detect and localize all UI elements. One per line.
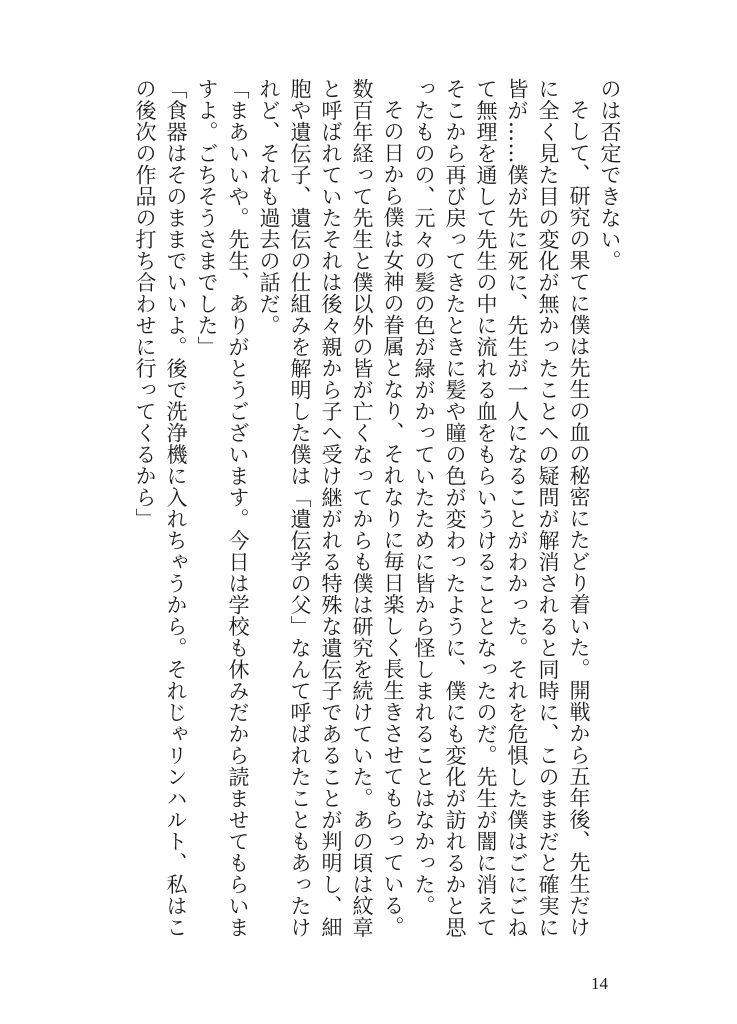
- paragraph-4-dialogue: 「まあいいや。先生、ありがとうございます。今日は学校も休みだから読ませてもらいますよ。ごちそうさまでした」: [195, 78, 250, 938]
- paragraph-1: のは否定できない。: [598, 78, 622, 272]
- paragraph-3: その日から僕は女神の眷属となり、それなりに毎日楽しく長生きさせてもらっている。数百年経って先生と僕以外の皆が亡くなってからも僕は研究を続けていた。あの頃は紋章と呼ばれていたそれは後々親から子へ受け継がれる特殊な遺伝子であることが判明し、細胞や遺伝子、遺伝の仕組みを解明した僕は「遺伝学の父」なんて呼ばれたこともあったけれど、それも過去の話だ。: [257, 78, 405, 938]
- vertical-text-block: [105, 78, 625, 948]
- page-number: 14: [591, 974, 608, 993]
- paragraph-5-dialogue: 「食器はそのままでいいよ。後で洗浄機に入れちゃうから。それじゃリンハルト、私はこの後次の作品の打ち合わせに行ってくるから」: [133, 78, 188, 938]
- paragraph-2: そして、研究の果てに僕は先生の血の秘密にたどり着いた。開戦から五年後、先生だけに全く見た目の変化が無かったことへの疑問が解消されると同時に、このままだと確実に皆が……僕が先に死に、先生が一人になることがわかった。それを危惧した僕はごにごねて無理を通して先生の中に流れる血をもらいうけることとなったのだ。先生が闇に消えてそこから再び戻ってきたときに髪や瞳の色が変わったように、僕にも変化が訪れるかと思ったものの、元々の髪の色が緑がかっていたために皆から怪しまれることはなかった。: [412, 78, 591, 938]
